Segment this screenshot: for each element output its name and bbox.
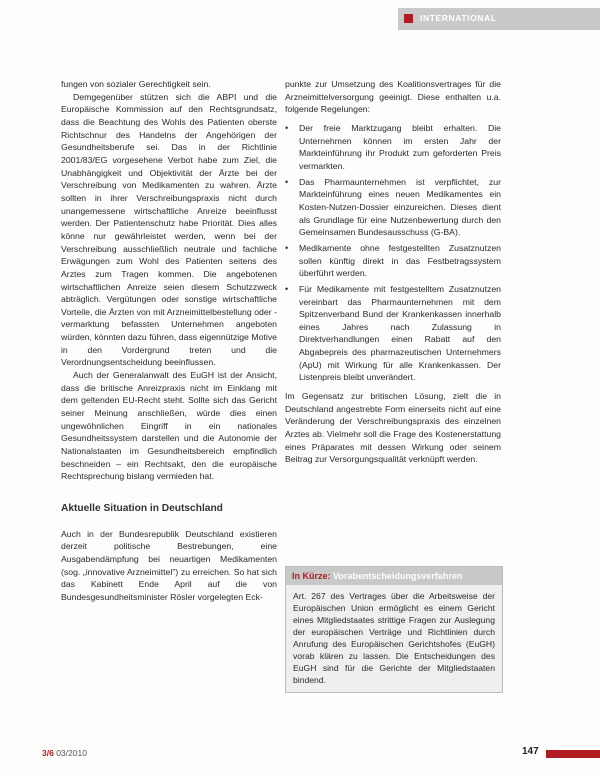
issue-info xyxy=(42,748,87,758)
paragraph: punkte zur Umsetzung des Koalitionsvertrages für die Arzneimittelversorgung geeinigt. Diese enthalten u.a. folgende Regelungen: xyxy=(285,79,501,115)
bullet-icon: • xyxy=(285,122,289,133)
left-column xyxy=(61,78,277,604)
issue-prefix: 3/6 xyxy=(42,748,54,758)
header-band xyxy=(398,8,600,30)
bullet-list xyxy=(285,122,501,384)
list-item xyxy=(285,283,501,384)
list-item xyxy=(285,242,501,280)
right-column xyxy=(285,78,501,466)
info-box-body: Art. 267 des Vertrages über die Arbeitsweise der Europäischen Union ermöglicht es einem Gericht eines Mitgliedstaates strittige Fragen zur Auslegung der europäischen Verträge und Richtlinien durch Anrufung des Europäischen Gerichtshofes (EuGH) vorab klären zu lassen. Die Entscheidungen des EuGH sind für die Gerichte der Mitgliedstaaten bindend. xyxy=(293,591,495,685)
bullet-icon: • xyxy=(285,283,289,294)
issue-date: 03/2010 xyxy=(56,748,87,758)
info-box-title-prefix: In Kürze: xyxy=(292,571,331,581)
section-label: INTERNATIONAL xyxy=(420,13,497,23)
section-marker-icon xyxy=(404,14,413,23)
section-heading: Aktuelle Situation in Deutschland xyxy=(61,503,223,514)
list-item-text: Für Medikamente mit festgestelltem Zusatznutzen vereinbart das Pharmaunternehmen mit dem Spitzenverband Bund der Krankenkassen innerhalb eines Jahres nach Zulassung in Direktverhandlungen einen Rabatt auf den Abgabepreis des pharmazeutischen Unternehmers (ApU) mit Wirkung für alle Krankenkassen. Der Listenpreis bleibt unverändert. xyxy=(299,283,501,383)
bullet-icon: • xyxy=(285,176,289,187)
paragraph: Demgegenüber stützen sich die ABPI und die Europäische Kommission auf den Rechtsgrundsatz, dass die Beachtung des Wohls des Patienten oberste Richtschnur des Handelns der Angehörigen der Gesundheitsberufe sei. Das in der Richtlinie 2001/83/EG vorgesehene Verbot habe zum Ziel, die Unabhängigkeit und Objektivität der Ärzte bei der Verschreibung von Medikamenten zu wahren. Ärzte sollten in ihrer Verschreibungspraxis nicht durch unangemessene wirtschaftliche Anreize beeinflusst werden. Der Patientenschutz habe Priorität. Dies alles könne nur gewährleistet werden, wenn bei der Verschreibung ausschließlich neutrale und fachliche Erwägungen zum Wohl des Patienten seitens des Arztes zum Tragen kommen. Die angebotenen wirtschaftlichen Anreize seien diesem Schutzzweck abträglich. Vergütungen oder sonstige wirtschaftliche Vorteile, die Ärzten von mit Arzneimittelbestellung oder -vermarktung befassten Unternehmen angeboten würden, könnten dazu führen, dass eigennützige Motive in den Vordergrund treten und die Verordnungsentscheidung beeinflussen. xyxy=(61,91,277,368)
paragraph: fungen von sozialer Gerechtigkeit sein. xyxy=(61,79,211,89)
list-item-text: Medikamente ohne festgestellten Zusatznutzen sollen künftig direkt in das Festbetragssystem überführt werden. xyxy=(299,242,501,279)
list-item xyxy=(285,122,501,173)
page-number: 147 xyxy=(522,746,539,757)
paragraph: Im Gegensatz zur britischen Lösung, zielt die in Deutschland angestrebte Form einerseits nicht auf eine Veränderung der Verschreibungspraxis des einzelnen Arztes ab. Vielmehr soll die Frage des Kostenerstattung eines Präparates mit dessen Wirkung oder seinem Beitrag zur Versorgungsqualität verknüpft werden. xyxy=(285,391,501,465)
paragraph: Auch in der Bundesrepublik Deutschland existieren derzeit politische Bestrebungen, eine Ausgabendämpfung bei neuartigen Medikamenten (sog. „innovative Arzneimittel") zu erreichen. So hat sich das Kabinett Ende April auf die von Bundesgesundheitsminister Rösler vorgelegten Eck- xyxy=(61,528,277,602)
list-item-text: Der freie Marktzugang bleibt erhalten. Die Unternehmen können im ersten Jahr der Markteinführung ihr Produkt zum geforderten Preis vermarkten. xyxy=(299,122,501,171)
info-box-title xyxy=(286,567,502,585)
list-item xyxy=(285,176,501,239)
footer-accent-bar xyxy=(546,750,600,758)
info-box xyxy=(285,566,503,693)
info-box-title-rest: Vorabentscheidungsverfahren xyxy=(333,571,463,581)
list-item-text: Das Pharmaunternehmen ist verpflichtet, zur Markteinführung eines neuen Medikamentes ein Kosten-Nutzen-Dossier einzureichen. Dieses dient als Grundlage für eine Nutzenbewertung durch den Gemeinsamen Bundesausschuss (G-BA). xyxy=(299,176,501,238)
paragraph: Auch der Generalanwalt des EuGH ist der Ansicht, dass die britische Anreizpraxis nicht im Einklang mit dem geltenden EU-Recht steht. Sollte sich das Gericht seiner Meinung anschließen, würde dies einen ungewöhnlichen Eingriff in ein nationales Gesundheitssystem darstellen und die Autonomie der Nationalstaaten im Gesundheitsbereich empfindlich beschneiden – ein Rechtsakt, den die europäische Rechtsprechung bislang vermieden hat. xyxy=(61,370,277,482)
bullet-icon: • xyxy=(285,242,289,253)
